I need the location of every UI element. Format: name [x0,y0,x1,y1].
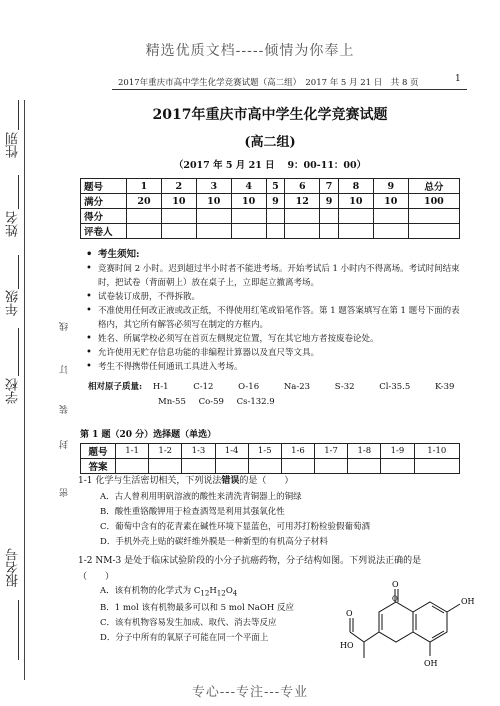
full-score-cell: 20 [127,194,162,209]
question-1-2-options [100,584,340,646]
side-label-grade: 年级 [6,290,21,316]
row-header-obtained: 得分 [81,209,127,224]
stem-text: 的是（ ） [239,476,294,486]
answer-cell[interactable] [414,459,459,474]
answer-number-cell: 1-3 [182,444,215,459]
obtained-score-cell[interactable] [338,209,373,224]
full-score-cell: 9 [320,194,339,209]
obtained-score-cell[interactable] [373,209,408,224]
question-number-cell: 9 [373,179,408,194]
grader-cell[interactable] [231,224,266,239]
school-underline [18,328,19,376]
atomic-mass-block [88,380,468,410]
obtained-score-cell[interactable] [196,209,231,224]
option-b: B．酸性重铬酸钾用于检查酒驾是利用其强氧化性 [100,507,285,517]
hydroxyl-label: HO [340,641,354,650]
answer-table-row-answer [81,459,460,474]
notice-item: • 试卷装订成册，不得拆散。 [84,290,466,304]
binding-line [24,100,25,680]
running-header: 2017年重庆市高中学生化学竞赛试题（高二组） 2017 年 5 月 21 日 共 8 页 [118,78,419,88]
full-score-cell: 9 [266,194,285,209]
benzene-ring [413,602,447,642]
atomic-mass: Cl-35.5 [379,382,411,392]
ring-oxygen-label: O [392,595,398,603]
answer-number-cell: 1-6 [281,444,314,459]
full-score-cell: 10 [373,194,408,209]
grader-cell[interactable] [338,224,373,239]
answer-number-cell: 1-9 [381,444,414,459]
subscript: 12 [200,588,210,598]
full-score-cell: 10 [338,194,373,209]
answer-cell[interactable] [281,459,314,474]
full-score-cell: 10 [161,194,196,209]
option-b: B．1 mol 该有机物最多可以和 5 mol NaOH 反应 [100,602,294,613]
atomic-mass-row-1 [88,380,468,395]
full-score-cell: 100 [408,194,459,209]
notice-item: • 考生不得携带任何通讯工具进入考场。 [84,360,466,374]
obtained-score-cell[interactable] [408,209,459,224]
grader-cell[interactable] [266,224,285,239]
answer-cell[interactable] [149,459,182,474]
grade-underline [18,255,19,289]
question-1-2-paren: （ ） [78,572,115,582]
answer-number-cell: 1-2 [149,444,182,459]
answer-cell[interactable] [215,459,248,474]
seal-char-zhuang: 装 [60,405,70,414]
question-number-cell: 3 [196,179,231,194]
answer-number-cell: 1-5 [248,444,281,459]
row-header-answer: 答案 [81,459,116,474]
acid-oxygen-label: O [346,609,353,618]
question-1-1-options [100,490,470,550]
question-number-cell: 2 [161,179,196,194]
exam-no-underline [18,600,19,660]
atomic-mass: C-12 [193,382,214,392]
answer-cell[interactable] [315,459,348,474]
option-c: C．葡萄中含有的花青素在碱性环境下显蓝色，可用苏打粉检验假葡萄酒 [100,522,371,532]
stem-text: 1-1 化学与生活密切相关，下列说法 [78,476,222,486]
notice-item: • 不准使用任何改正液或改正纸，不得使用红笔或铅笔作答。第 1 题答案填写在第 1 题号下面的表格内，其它所有解答必须写在制定的方框内。 [84,304,466,332]
section-1-title: 第 1 题（20 分）选择题（单选） [80,430,217,440]
notice-section [84,248,466,374]
exam-subtitle: (高二组) [244,135,296,150]
option-d: D．手机外壳上贴的碳纤维外膜是一种新型的有机高分子材料 [100,537,328,547]
question-1-2-stem: 1-2 NM-3 是处于临床试验阶段的小分子抗癌药物，分子结构如图。下列说法正确的是 [78,556,422,566]
question-number-cell: 4 [231,179,266,194]
answer-cell[interactable] [348,459,381,474]
obtained-score-cell[interactable] [161,209,196,224]
option-a: A．古人曾利用明矾溶液的酸性来清洗青铜器上的铜绿 [100,492,302,502]
full-score-cell: 10 [196,194,231,209]
score-table [80,178,460,239]
answer-cell[interactable] [381,459,414,474]
score-table-row-obtained [81,209,460,224]
seal-char-ding: 订 [60,365,70,374]
seal-char-xian: 线 [60,322,70,331]
gender-underline [18,100,19,130]
hydroxyl-label: OH [461,597,475,606]
score-table-row-full [81,194,460,209]
question-number-cell: 8 [338,179,373,194]
exam-title: 2017年重庆市高中学生化学竞赛试题 [152,107,388,123]
notice-item: • 允许使用无贮存信息功能的非编程计算器以及直尺等文具。 [84,346,466,360]
grader-cell[interactable] [408,224,459,239]
row-header-full: 满分 [81,194,127,209]
atomic-mass: H-1 [152,382,169,392]
side-label-exam-no: 报名号 [6,548,21,587]
answer-cell[interactable] [248,459,281,474]
option-a [100,584,340,601]
header-rule [112,89,467,90]
answer-number-cell: 1-10 [414,444,459,459]
subscript: 12 [216,588,226,598]
question-number-cell: 1 [127,179,162,194]
hydroxyl-label: OH [424,659,438,668]
exam-time: （2017 年 5 月 21 日 9：00-11：00） [173,160,367,171]
grader-cell[interactable] [161,224,196,239]
side-label-name: 姓名 [6,211,21,237]
formula-text: O [225,586,233,596]
score-table-row-grader [81,224,460,239]
seal-char-mi: 密 [60,488,70,497]
answer-cell[interactable] [182,459,215,474]
atomic-mass: O-16 [238,382,260,392]
full-score-cell: 10 [231,194,266,209]
row-header-number: 题号 [81,444,116,459]
obtained-score-cell[interactable] [127,209,162,224]
atomic-mass-row-2 [88,395,468,410]
answer-table [80,443,460,474]
stem-emphasis: 错误 [221,476,240,486]
question-number-cell: 总分 [408,179,459,194]
side-label-gender: 性别 [6,132,21,158]
obtained-score-cell[interactable] [266,209,285,224]
answer-number-cell: 1-4 [215,444,248,459]
subscript: 4 [232,588,238,598]
notice-item: • 姓名、所属学校必须写在首页左侧规定位置，写在其它地方者按废卷论处。 [84,332,466,346]
notice-heading: • 考生须知: [84,248,466,262]
row-header-number: 题号 [81,179,127,194]
option-c: C．该有机物容易发生加成、取代、消去等反应 [100,617,277,628]
watermark-bottom: 专心---专注---专业 [191,685,309,700]
atomic-mass-label: 相对原子质量: [88,382,143,392]
row-header-grader: 评卷人 [81,224,127,239]
watermark-top: 精选优质文档-----倾情为你奉上 [145,43,355,59]
grader-cell[interactable] [127,224,162,239]
score-table-row-number [81,179,460,194]
atomic-mass: Cs-132.9 [236,397,275,407]
formula-text: A．该有机物的化学式为 C [100,586,201,596]
notice-item: • 竞赛时间 2 小时。迟到超过半小时者不能进考场。开始考试后 1 小时内不得离场。考试时间结束时，把试卷（背面朝上）放在桌子上，立即起立撤离考场。 [84,262,466,290]
answer-number-cell: 1-1 [116,444,149,459]
grader-cell[interactable] [320,224,339,239]
answer-cell[interactable] [116,459,149,474]
formula-text: H [209,586,217,596]
atomic-mass: K-39 [435,382,455,392]
obtained-score-cell[interactable] [320,209,339,224]
option-d: D．分子中所有的氧原子可能在同一个平面上 [100,632,269,643]
question-1-1-stem [78,474,468,489]
atomic-mass: Co-59 [198,397,224,407]
answer-table-row-number [81,444,460,459]
answer-number-cell: 1-8 [348,444,381,459]
obtained-score-cell[interactable] [285,209,320,224]
question-number-cell: 7 [320,179,339,194]
question-number-cell: 6 [285,179,320,194]
atomic-mass: Mn-55 [158,397,186,407]
grader-cell[interactable] [285,224,320,239]
side-label-school: 学校 [6,378,21,404]
full-score-cell: 12 [285,194,320,209]
obtained-score-cell[interactable] [231,209,266,224]
grader-cell[interactable] [196,224,231,239]
lactone-ring [379,602,413,642]
grader-cell[interactable] [373,224,408,239]
atomic-mass: S-32 [334,382,355,392]
molecule-structure-diagram [340,580,480,680]
answer-number-cell: 1-7 [315,444,348,459]
atomic-mass: Na-23 [283,382,311,392]
seal-char-feng: 封 [60,440,70,449]
carbonyl-oxygen-label: O [392,580,399,589]
question-number-cell: 5 [266,179,285,194]
page-number: 1 [455,74,461,84]
name-underline [18,175,19,209]
